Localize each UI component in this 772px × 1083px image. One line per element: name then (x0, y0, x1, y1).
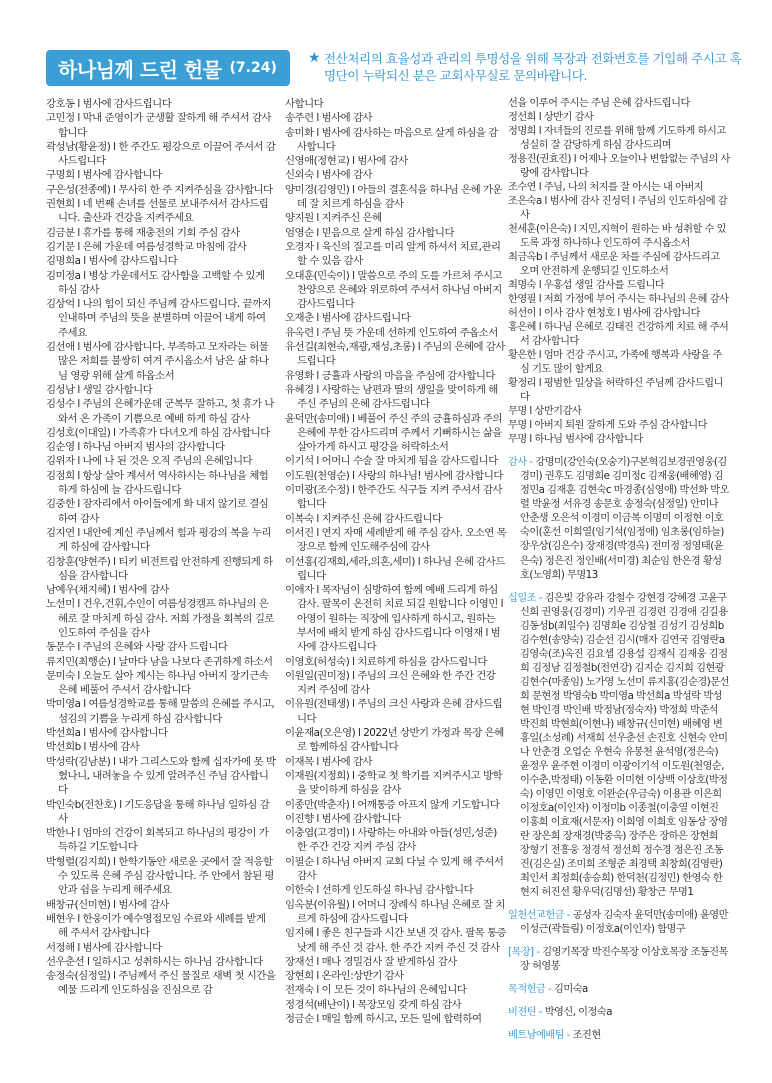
offering-entry: 권현희 l 네 번째 손녀를 선물로 보내주셔서 감사드립니다. 출산과 건강을 지켜주세요 (46, 198, 269, 225)
offering-entry: 문미숙 l 오늘도 살아 계시는 하나님 아버지 장기근속 은혜 베풀어 주셔서 감사합니다 (46, 669, 269, 697)
offering-entry: 임옥분(이유월) l 어머니 장례식 하나님 은혜로 잘 치르게 하심에 감사드립니다 (285, 898, 505, 925)
offering-entry: 정경석(배난이) l 목장모임 갖게 하심 감사 (285, 998, 462, 1011)
offering-entry: 이미광(조수정) l 한주간도 식구들 지켜 주셔서 감사합니다 (285, 484, 503, 511)
section-separator: - (536, 592, 545, 604)
offering-entry: 유옥련 l 주님 뜻 가운데 선하게 인도하여 주옵소서 (285, 326, 498, 339)
offering-entry: 이윤재a(오은영) l 2022년 상반기 가정과 목장 은혜로 함께하심 감사합니다 (285, 727, 504, 754)
section-separator: - (533, 946, 543, 958)
offering-entry: 김성호(이대일) l 가족휴가 다녀오게 하심 감사합니다 (46, 426, 270, 439)
offering-entry: 김창훈(양현주) l 티키 비전트립 안전하게 진행되게 하심을 감사합니다 (46, 555, 273, 582)
section-gap (508, 937, 730, 946)
offering-entry: 이기석 l 어머니 수술 잘 마치게 됨을 감사드립니다 (285, 455, 498, 468)
offering-entry: 김위자 l 나에 나 된 것은 오직 주님의 은혜입니다 (46, 455, 253, 468)
offering-entry: 황은한 l 엄마 건강 주시고, 가족에 행복과 사랑을 주심 기도 많이 할게요 (508, 350, 722, 376)
title-banner (46, 50, 290, 86)
offering-entry: 서정해 l 범사에 감사합니다 (46, 941, 162, 954)
offering-entry: 이영호(허성숙) l 치료하게 하심을 감사드립니다 (285, 655, 487, 668)
star-icon: ★ (308, 50, 321, 66)
section-label: 십일조 (508, 592, 537, 604)
offering-entry: 이재목 l 범사에 감사 (285, 755, 373, 768)
offering-section (508, 909, 730, 937)
offering-entry: 김미정a l 병상 가운데서도 감사함을 고백할 수 있게 하심 감사 (46, 269, 265, 296)
offering-entry: 무명 l 상반기감사 (508, 406, 582, 418)
offering-entry: 임지혜 l 좋은 친구들과 시간 보낸 것 감사. 팔목 통증 낫게 해 주신 것 감사. 한 주간 지켜 주신 것 감사 (285, 927, 507, 954)
offering-entry: 천세훈(이은숙) l 지민,지혁이 원하는 바 성취할 수 있도록 과정 하나하나 인도하여 주시옵소서 (508, 224, 727, 250)
offering-entry: 한영필 l 저희 가정에 부어 주시는 하나님의 은혜 감사 (508, 294, 729, 306)
offering-entry: 허선이 l 이사 감사 현청호 l 범사에 감사합니다 (508, 308, 700, 320)
offering-entry: 김금분 l 휴가를 통해 재충전의 기회 주심 감사 (46, 226, 240, 239)
section-names: 조진현 (572, 1029, 601, 1041)
section-names: 강명미(강인숙(오숭기)구본혁김보경권영웅(김경미) 권후도 김명희e 김미정c 김재웅(배혜영) 김정민a 김재훈 김현숙c 마경종(심영애) 박선화 박오렬 박윤정 서유경 송문호 송정숙(심정일) 안미나 안춘생 오은석 이경미 이금복 이명미 이정현 이호숙이(훈선 이희열(임기석(임정애) 임초롱(임하늘) 장우상(김은수) 장재경(박경옥) 전미정 정영태(윤은숙) 정은진 정인배(서미경) 최순임 한은경 황성호(노영희) 무명13 (520, 457, 729, 581)
offering-entry: 이서진 l 연지 자매 세례받게 해 주심 감사. 오소연 목장으로 함께 인도해주심에 감사 (285, 526, 507, 554)
offering-entry: 엄영순 l 믿음으로 살게 하심 감사합니다 (285, 226, 454, 239)
section-label: 목적헌금 (508, 983, 546, 995)
offering-entry: 김명희a l 범사에 감사드립니다 (46, 255, 178, 268)
offering-section (508, 592, 730, 900)
offering-entry: 박미영a l 여름성경학교를 통해 말씀의 은혜를 주시고, 섬김의 기쁨을 누리게 하심 감사합니다 (46, 698, 275, 725)
offering-entry: 배현우 l 한웅이가 예수영접모임 수료와 세례를 받게 해 주셔서 감사합니다 (46, 912, 266, 940)
offering-entry: 양지원 l 지켜주신 은혜 (285, 212, 382, 225)
section-separator: - (564, 909, 573, 921)
offering-entry: 이한숙 l 선하게 인도하실 하나님 감사합니다 (285, 884, 474, 897)
column-1 (46, 97, 276, 998)
offering-entry: 무명 l 하나님 범사에 감사합니다 (508, 434, 643, 446)
notice-text: 전산처리의 효율성과 관리의 투명성을 위해 목장과 전화번호를 기입해 주시고 혹 명단이 누락되신 분은 교회사무실로 문의바랍니다. (324, 51, 742, 83)
offering-entry: 김기문 l 은혜 가운데 여름성경학교 마침에 감사 (46, 240, 247, 253)
offering-entry: 김상억 l 나의 힘이 되신 주님께 감사드립니다. 끝까지 인내하며 주님의 뜻을 분별하며 이끌어 내게 하여 주세요 (46, 298, 272, 339)
offering-entry: 이진향 l 범사에 감사합니다 (285, 812, 401, 825)
section-separator: - (526, 457, 536, 469)
offering-entry: 황정리 l 평범한 일상을 허락하신 주님께 감사드립니다 (508, 378, 723, 404)
offering-entry: 박한나 l 엄마의 건강이 회복되고 하나님의 평강이 가득하길 기도합니다 (46, 827, 269, 854)
offering-entry: 이유원(전태생) l 주님의 크신 사랑과 은혜 감사드립니다 (285, 698, 503, 725)
section-names: 김미숙a (554, 983, 588, 995)
offering-entry: 강호동 l 범사에 감사드립니다 (46, 98, 172, 110)
offering-entry: 김성남 l 생일 감사합니다 (46, 383, 153, 396)
offering-entry: 구명희 l 범사에 감사합니다 (46, 169, 162, 182)
offering-entry: 최명숙 l 우홍섭 생일 감사를 드립니다 (508, 280, 665, 292)
offering-entry: 정명희 l 자녀들의 진로를 위해 함께 기도하게 하시고 성실히 잘 감당하게 하심 감사드리며 (508, 126, 726, 152)
offering-entry: 선을 이루어 주시는 주님 은혜 감사드립니다 (508, 98, 690, 109)
page-date: (7.24) (229, 60, 277, 76)
offering-entry: 선우춘선 l 일하시고 성취하시는 하나님 감사합니다 (46, 955, 263, 968)
offering-entry: 이선홍(김재희,세라,의혼,세미) l 하나님 은혜 감사드립니다 (285, 555, 505, 582)
offering-entry: 유영화 l 긍휼과 사랑의 마음을 주심에 감사합니다 (285, 369, 495, 382)
offering-entry: 오재춘 l 범사에 감사드립니다 (285, 312, 411, 325)
section-separator: - (545, 983, 555, 995)
offering-entry: 장재선 l 매나 경밀검사 잘 받게하심 감사 (285, 955, 457, 968)
column-3 (508, 97, 730, 1043)
offering-entry: 김순영 l 하나님 아버지 범사의 감사합니다 (46, 441, 225, 454)
offering-entry: 홍은혜 l 하나님 은혜로 김태진 건강하게 치료 해 주셔서 감사합니다 (508, 322, 729, 348)
offering-section (508, 456, 730, 582)
section-names: 박영신, 이정숙a (544, 1006, 612, 1018)
offering-section (508, 1029, 730, 1043)
offering-entry: 이필순 l 하나님 아버지 교회 다닐 수 있게 해 주셔서 감사 (285, 855, 504, 883)
offering-entry: 김성수 l 주님의 은혜가운데 군복무 잘하고, 첫 휴가 나와서 온 가족이 기쁨으로 예배 하게 하심 감사 (46, 398, 274, 425)
offering-entry: 남예우(채지혜) l 범사에 감사 (46, 584, 169, 597)
section-gap (508, 583, 730, 592)
offering-entry: 박선희a l 범사에 감사합니다 (46, 727, 168, 740)
offering-entry: 양미경(김영민) l 아들의 결혼식을 하나님 은혜 가운데 잘 치르게 하심을 감사 (285, 183, 503, 211)
offering-entry: 장현희 l 온라인:상반기 감사 (285, 970, 404, 983)
offering-entry: 유선길(최현숙,재광,재성,초롱) l 주님의 은혜에 감사드립니다 (285, 341, 505, 368)
offering-entry: 박성락(김남분) l 내가 그리스도와 함께 십자가에 못 박혔나니, 내려놓을 수 있게 알려주신 주님 감사합니다 (46, 755, 276, 797)
offering-entry: 이종만(박춘자) l 어깨통증 아프지 않게 기도합니다 (285, 798, 500, 811)
offering-entry: 구은성(전종예) l 무사히 한 주 지켜주심을 감사합니다 (46, 183, 273, 196)
section-label: 비젼틴 (508, 1006, 537, 1018)
offering-entry: 박인숙b(전찬호) l 기도응답을 통해 하나님 일하심 감사 (46, 798, 270, 825)
section-label: 베트남예배팀 (508, 1029, 565, 1041)
offering-section (508, 946, 730, 974)
offering-entry: 유혜경 l 사랑하는 남편과 딸의 생일을 맞이하게 해주신 주님의 은혜 감사드립니다 (285, 383, 498, 411)
offering-entry: 류지민(최행순) l 날마다 남을 나보다 존귀하게 하소서 (46, 655, 273, 668)
section-label: [목장] (508, 946, 534, 958)
offering-entry: 김점희 l 항상 살아 계셔서 역사하시는 하나님을 체험하게 하심에 늘 감사드립니다 (46, 469, 269, 497)
offering-entry: 정용진(권효진) l 어제나 오늘이나 변함없는 주님의 사랑에 감사합니다 (508, 154, 730, 180)
section-gap (508, 974, 730, 983)
section-label: 감사 (508, 457, 527, 469)
offering-entry: 동문수 l 주님의 은혜와 사랑 감사 드립니다 (46, 641, 228, 654)
column-2 (285, 97, 507, 1026)
offering-entry: 이충엽(고경미) l 사랑하는 아내와 아들(성민,성준) 한 주간 건강 지켜 주심 감사 (285, 827, 497, 854)
section-gap (508, 997, 730, 1006)
offering-entry: 곽성남(황윤정) l 한 주간도 평강으로 이끌어 주셔서 감사드립니다 (46, 140, 276, 168)
offering-entry: 박형렬(김지희) l 한학기동안 새로운 곳에서 잘 적응할 수 있도록 은혜 주심 감사합니다. 주 안에서 참된 평안과 쉼을 누리게 해주세요 (46, 855, 274, 897)
offering-entry: 고민정 l 막내 준영이가 군생활 잘하게 해 주셔서 감사합니다 (46, 112, 272, 139)
offering-entry: 이복숙 l 지켜주신 은혜 감사드립니다 (285, 512, 442, 525)
offering-entry: 송미화 l 범사에 감사하는 마음으로 살게 하심을 감사합니다 (285, 126, 498, 153)
page-header (46, 46, 742, 92)
offering-entry: 송정숙(심정일) l 주님께서 주신 물질로 새벽 첫 시간을 예물 드리게 인도하심을 진심으로 감 (46, 970, 276, 997)
page-title: 하나님께 드린 헌물 (58, 57, 222, 82)
section-gap (508, 1020, 730, 1029)
offering-entry: 김중한 l 잠자리에서 아이들에게 화 내지 않기로 결심하여 감사 (46, 498, 269, 525)
offering-entry: 신영애(정현교) l 범사에 감사 (285, 155, 408, 168)
offering-entry: 오대훈(민숙이) l 말씀으로 주의 도를 가르쳐 주시고 찬양으로 은혜와 위로하여 주셔서 하나님 아버지 감사드립니다 (285, 269, 503, 311)
offering-entry: 배창규(신미현) l 범사에 감사 (46, 898, 169, 911)
offering-entry: 오경자 l 육신의 질고를 미리 알게 하셔서 치료,관리 할 수 있음 감사 (285, 240, 501, 268)
offering-entry: 신외숙 l 범사에 감사 (285, 169, 373, 182)
section-label: 일천선교헌금 (508, 909, 565, 921)
section-names: 김영기목장 박진수목장 이상호목장 조동진목장 허영봉 (520, 946, 728, 972)
section-names: 공성자 김숙자 윤덕만(송미애) 윤영만 이성근(곽들림) 이정호a(이인자) 함명구 (520, 909, 728, 935)
offering-entry: 이원일(권미정) l 주님의 크신 은혜와 한 주간 건강 지켜 주심에 감사 (285, 669, 496, 697)
offering-section (508, 1006, 730, 1020)
offering-entry: 최금옥b l 주님께서 새로운 차를 주심에 감사드리고 오며 안전하게 운행되길 인도하소서 (508, 252, 720, 278)
offering-entry: 정선희 l 상반기 감사 (508, 112, 594, 124)
offering-entry: 정금순 l 매일 함께 하시고, 모든 일에 합력하여 (285, 1013, 482, 1025)
section-separator: - (564, 1029, 573, 1041)
offering-entry: 이도원(천영순) l 사랑의 하나님! 범사에 감사합니다 (285, 469, 503, 482)
offering-entry: 김지연 l 내안에 계신 주님께서 힘과 평강의 복을 누리게 하심에 감사합니다 (46, 526, 272, 554)
section-gap (508, 447, 730, 456)
section-gap (508, 900, 730, 909)
offering-entry: 송주련 l 범사에 감사 (285, 112, 373, 125)
section-separator: - (536, 1006, 545, 1018)
offering-entry: 무명 l 아버지 퇴원 잘하게 도와 주심 감사합니다 (508, 420, 707, 432)
offering-entry: 노선미 l 건우,건휘,수인이 여름성경캠프 하나님의 은혜로 잘 마치게 하심 감사. 저희 가정을 회복의 길로 인도하여 주심을 감사 (46, 598, 274, 639)
offering-entry: 사합니다 (285, 98, 324, 110)
offering-entry: 이재원(지정희) l 중학교 첫 학기를 지켜주시고 방학을 맞이하게 하심을 감사 (285, 769, 503, 797)
offering-entry: 조수연 l 주님, 나의 처지를 잘 아시는 내 아버지 (508, 182, 704, 194)
offering-entry: 전재숙 l 이 모든 것이 하나님의 은혜입니다 (285, 984, 467, 997)
offering-entry: 윤덕만(송미애) l 베풀어 주신 주의 긍휼하심과 주의 은혜에 무한 감사드리며 주께서 기뻐하시는 삶을 살아가게 하시고 평강을 허락하소서 (285, 412, 503, 454)
offering-entry: 조은숙a l 범사에 감사 진성덕 l 주님의 인도하심에 감사 (508, 196, 728, 222)
offering-entry: 김선애 l 범사에 감사합니다. 부족하고 모자라는 허물 많은 저희를 불쌍히 여겨 주시옵소서 남은 삶 하나님 영광 위해 살게 하옵소서 (46, 341, 269, 382)
offering-entry: 이애자 l 목자님이 심방하여 함께 예배 드리게 하심 감사. 팔목이 온전히 치료 되길 원합니다 이영민 l 아영이 원하는 직장에 입사하게 하시고, 원하는 부서에 배치 받게 하심 감사드립니다 이영재 l 범사에 감사드립니다 (285, 584, 504, 654)
section-names: 김은빛 강유라 강철수 강현경 강혜경 고윤구신희 권영웅(김경미) 기우권 김경련 김경애 김길용 김동성b(최일수) 김명희e 김상철 김성기 김성희b 김수현(송양숙) 김순선 김시(매자 김연국 김영란a 김영숙(조)옥진 김요셉 김용섭 김재식 김재웅 김점희 김정남 김정철b(전연강) 김지순 김지희 김현광 김현수(마종임) 노가영 노선미 류지홍(김순경)문선희 문현정 박영숙b 박미영a 박선희a 박성락 박성현 박인경 박인배 박정남(정숙자) 박정희 박준석 박진희 박현희(이현나) 배창규(신미현) 배혜영 변홍일(소성례) 서재희 선우춘선 손진호 신현숙 안미나 안춘경 오업순 우현숙 유봉천 윤석영(정은숙) 윤정우 윤주현 이경미 이광이기석 이도원(천영순,이수춘,박정태) 이동환 이미현 이상백 이상호(박정숙) 이영민 이영호 이완순(우금숙) 이용관 이은희 이정호a(이인자) 이정미b 이종철(이충열 이현진 이홍희 이효재(서문자) 이희영 이희호 임동상 장영란 장은희 장재경(박중옥) 장주은 장하은 장현희 장형기 전흥웅 정경석 정선희 정수경 정은진 조동진(김은실) 조미희 조형준 최경택 최창희(김영란) 최인서 최정희(송승희) 한덕천(김정민) 한영숙 한현지 허진선 황우덕(김명선) 황창근 무명1 (520, 592, 729, 898)
offering-entry: 박선희b l 범사에 감사 (46, 741, 140, 754)
offering-section (508, 983, 730, 997)
